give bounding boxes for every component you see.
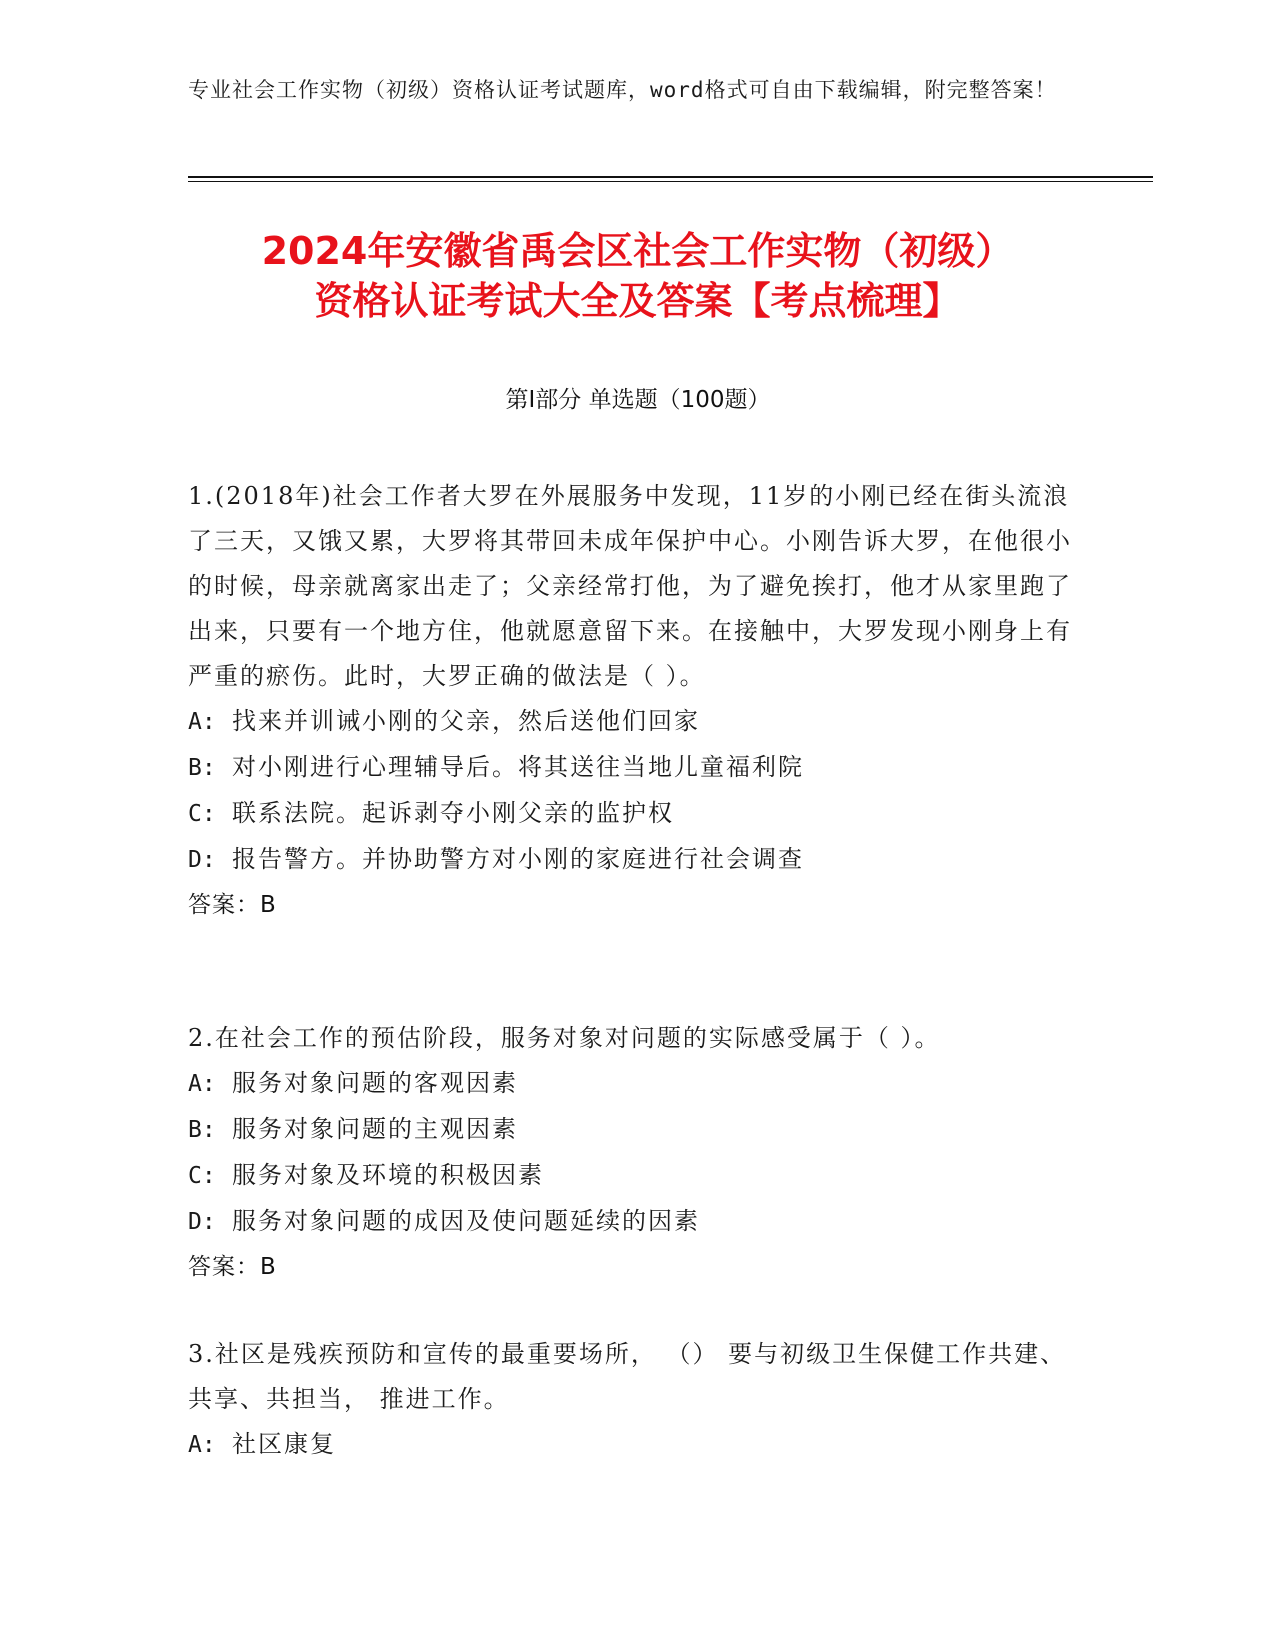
option-c xyxy=(188,791,1078,837)
document-title xyxy=(140,226,1135,326)
option-letter: A: xyxy=(188,709,216,735)
header-rule-thick xyxy=(188,176,1153,178)
question-1 xyxy=(188,474,1078,928)
title-line-2: 资格认证考试大全及答案【考点梳理】 xyxy=(314,279,961,323)
option-a xyxy=(188,1422,1078,1468)
question-stem: 3.社区是残疾预防和宣传的最重要场所， （） 要与初级卫生保健工作共建、 共享、共担当， 推进工作。 xyxy=(188,1340,1067,1413)
question-stem: 1.(2018年)社会工作者大罗在外展服务中发现，11岁的小刚已经在街头流浪了三天，又饿又累，大罗将其带回未成年保护中心。小刚告诉大罗，在他很小的时候，母亲就离家出走了；父亲经常打他，为了避免挨打，他才从家里跑了出来，只要有一个地方住，他就愿意留下来。在接触中，大罗发现小刚身上有严重的瘀伤。此时，大罗正确的做法是（ ）。 xyxy=(188,482,1072,690)
option-text: 服务对象及环境的积极因素 xyxy=(232,1161,544,1189)
option-a xyxy=(188,699,1078,745)
answer: 答案：B xyxy=(188,892,277,918)
option-text: 服务对象问题的成因及使问题延续的因素 xyxy=(232,1207,700,1235)
option-letter: B: xyxy=(188,755,216,781)
option-d xyxy=(188,837,1078,883)
answer: 答案：B xyxy=(188,1254,277,1280)
option-letter: A: xyxy=(188,1071,216,1097)
header-rule-thin xyxy=(188,181,1153,182)
option-letter: C: xyxy=(188,801,216,827)
option-a xyxy=(188,1061,1078,1107)
option-text: 联系法院。起诉剥夺小刚父亲的监护权 xyxy=(232,799,674,827)
option-text: 服务对象问题的主观因素 xyxy=(232,1115,518,1143)
option-letter: C: xyxy=(188,1163,216,1189)
title-line-1: 2024年安徽省禹会区社会工作实物（初级） xyxy=(261,229,1014,273)
section-heading: 第Ⅰ部分 单选题（100题） xyxy=(505,387,771,413)
question-3 xyxy=(188,1332,1078,1468)
option-letter: A: xyxy=(188,1432,216,1458)
option-b xyxy=(188,1107,1078,1153)
option-b xyxy=(188,745,1078,791)
option-letter: D: xyxy=(188,1209,216,1235)
option-text: 对小刚进行心理辅导后。将其送往当地儿童福利院 xyxy=(232,753,804,781)
question-stem: 2.在社会工作的预估阶段，服务对象对问题的实际感受属于（ ）。 xyxy=(188,1024,941,1052)
question-2 xyxy=(188,1016,1078,1290)
option-d xyxy=(188,1199,1078,1245)
option-letter: D: xyxy=(188,847,216,873)
option-text: 社区康复 xyxy=(232,1430,336,1458)
header-note: 专业社会工作实物（初级）资格认证考试题库，word格式可自由下载编辑，附完整答案！ xyxy=(188,78,1057,102)
option-text: 服务对象问题的客观因素 xyxy=(232,1069,518,1097)
option-c xyxy=(188,1153,1078,1199)
option-letter: B: xyxy=(188,1117,216,1143)
option-text: 找来并训诫小刚的父亲，然后送他们回家 xyxy=(232,707,700,735)
option-text: 报告警方。并协助警方对小刚的家庭进行社会调查 xyxy=(232,845,804,873)
